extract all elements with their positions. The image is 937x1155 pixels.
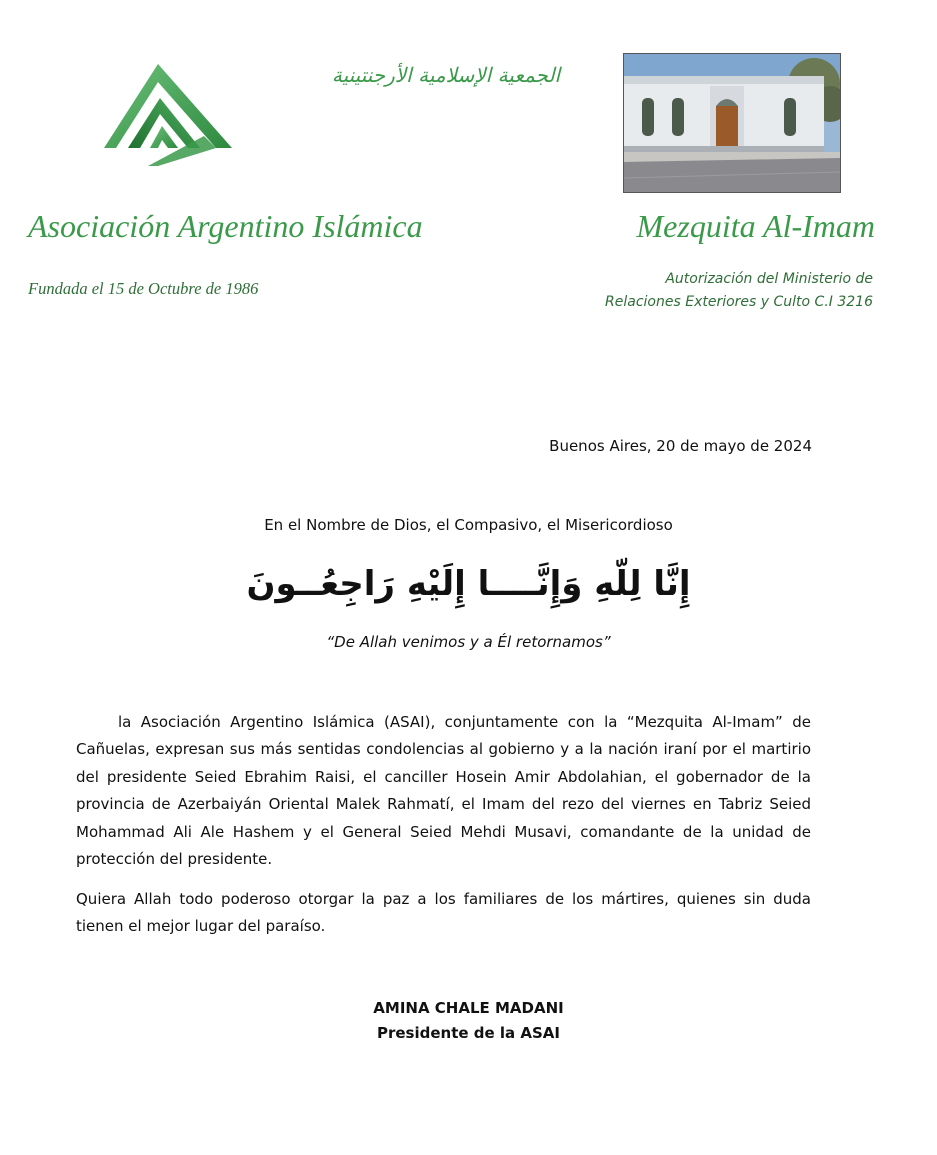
prayer-paragraph: Quiera Allah todo poderoso otorgar la paz a los familiares de los mártires, quienes sin duda tienen el mejor lugar del paraíso. xyxy=(76,890,811,936)
signature-name: AMINA CHALE MADANI xyxy=(373,999,564,1017)
mosque-building-photo xyxy=(623,53,841,193)
basmala-line: En el Nombre de Dios, el Compasivo, el Misericordioso xyxy=(264,516,673,534)
quran-verse-arabic: إِنَّا لِلّهِ وَإِنَّــــا إِلَيْهِ رَاجِعُــونَ xyxy=(246,564,691,604)
mosque-name: Mezquita Al-Imam xyxy=(636,208,875,244)
founded-date: Fundada el 15 de Octubre de 1986 xyxy=(28,279,259,298)
authorization-line-1: Autorización del Ministerio de xyxy=(665,271,873,287)
signature-title: Presidente de la ASAI xyxy=(376,1024,560,1042)
authorization-line-2: Relaciones Exteriores y Culto C.I 3216 xyxy=(605,294,873,310)
asai-logo-icon xyxy=(100,60,236,170)
condolence-paragraph: la Asociación Argentino Islámica (ASAI), conjuntamente con la “Mezquita Al-Imam” de Cañuelas, expresan sus más sentidas condolencias al gobierno y a la nación iraní por el martirio del presidente Seied Ebrahim Raisi, el canciller Hosein Amir Abdolahian, el gobernador de la provincia de Azerbaiyán Oriental Malek Rahmatí, el Imam del rezo del viernes en Tabriz Seied Mohammad Ali Ale Hashem y el General Seied Mehdi Musavi, comandante de la unidad de protección del presidente. xyxy=(76,713,811,869)
verse-translation: “De Allah venimos y a Él retornamos” xyxy=(326,633,611,651)
arabic-org-name: الجمعية الإسلامية الأرجنتينية xyxy=(331,63,561,87)
authorization-note xyxy=(560,268,873,314)
letter-date: Buenos Aires, 20 de mayo de 2024 xyxy=(549,437,812,455)
org-name: Asociación Argentino Islámica xyxy=(28,208,423,244)
